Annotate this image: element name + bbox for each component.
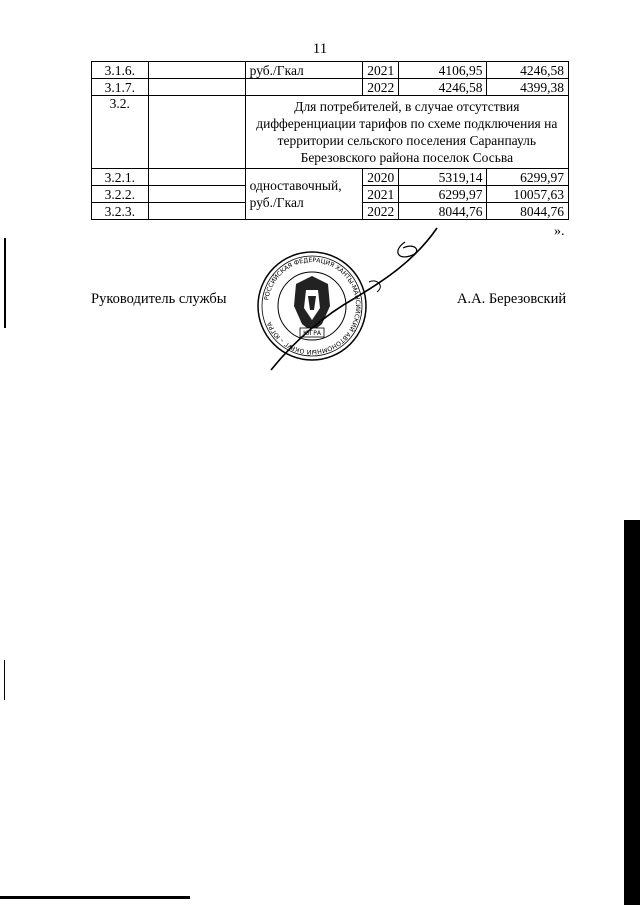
table-row	[92, 169, 569, 186]
year-cell: 2021	[363, 186, 399, 203]
value-first-half: 4106,95	[399, 62, 487, 79]
handwritten-signature	[265, 220, 445, 380]
signer-name: А.А. Березовский	[457, 291, 567, 307]
row-number: 3.2.3.	[92, 203, 149, 220]
empty-cell	[148, 96, 245, 169]
table-row	[92, 79, 569, 96]
left-edge-mark	[4, 660, 5, 700]
row-number: 3.1.6.	[92, 62, 149, 79]
row-number: 3.2.1.	[92, 169, 149, 186]
bottom-edge-mark	[0, 896, 190, 899]
value-first-half: 4246,58	[399, 79, 487, 96]
row-number: 3.1.7.	[92, 79, 149, 96]
right-edge-bar	[624, 520, 640, 905]
value-second-half: 10057,63	[487, 186, 569, 203]
value-second-half: 4399,38	[487, 79, 569, 96]
section-number: 3.2.	[92, 96, 149, 169]
empty-cell	[148, 186, 245, 203]
year-cell: 2020	[363, 169, 399, 186]
left-edge-mark	[4, 238, 6, 328]
signer-title: Руководитель службы	[91, 291, 227, 307]
empty-cell	[148, 62, 245, 79]
value-second-half: 4246,58	[487, 62, 569, 79]
empty-cell	[148, 79, 245, 96]
value-first-half: 6299,97	[399, 186, 487, 203]
seal-ring-text: РОССИЙСКАЯ ФЕДЕРАЦИЯ ХАНТЫ-МАНСИЙСКИЙ АВТОНОМНЫЙ ОКРУГ – ЮГРА	[263, 256, 362, 356]
empty-cell	[148, 169, 245, 186]
merged-unit-cell: одноставочный, руб./Гкал	[245, 169, 363, 220]
seal-center-text: ЮГРА	[303, 330, 321, 337]
closing-quote: ».	[554, 224, 565, 239]
tariff-table	[91, 61, 569, 220]
row-number: 3.2.2.	[92, 186, 149, 203]
value-second-half: 6299,97	[487, 169, 569, 186]
page-number: 11	[312, 41, 328, 57]
year-cell: 2021	[363, 62, 399, 79]
empty-cell	[148, 203, 245, 220]
unit-cell	[245, 79, 363, 96]
unit-cell: руб./Гкал	[245, 62, 363, 79]
section-note: Для потребителей, в случае отсутствия дифференциации тарифов по схеме подключения на территории сельского поселения Саранпауль Березовского района поселок Сосьва	[245, 96, 568, 169]
year-cell: 2022	[363, 79, 399, 96]
year-cell: 2022	[363, 203, 399, 220]
value-second-half: 8044,76	[487, 203, 569, 220]
value-first-half: 8044,76	[399, 203, 487, 220]
value-first-half: 5319,14	[399, 169, 487, 186]
section-row	[92, 96, 569, 169]
table-row	[92, 62, 569, 79]
